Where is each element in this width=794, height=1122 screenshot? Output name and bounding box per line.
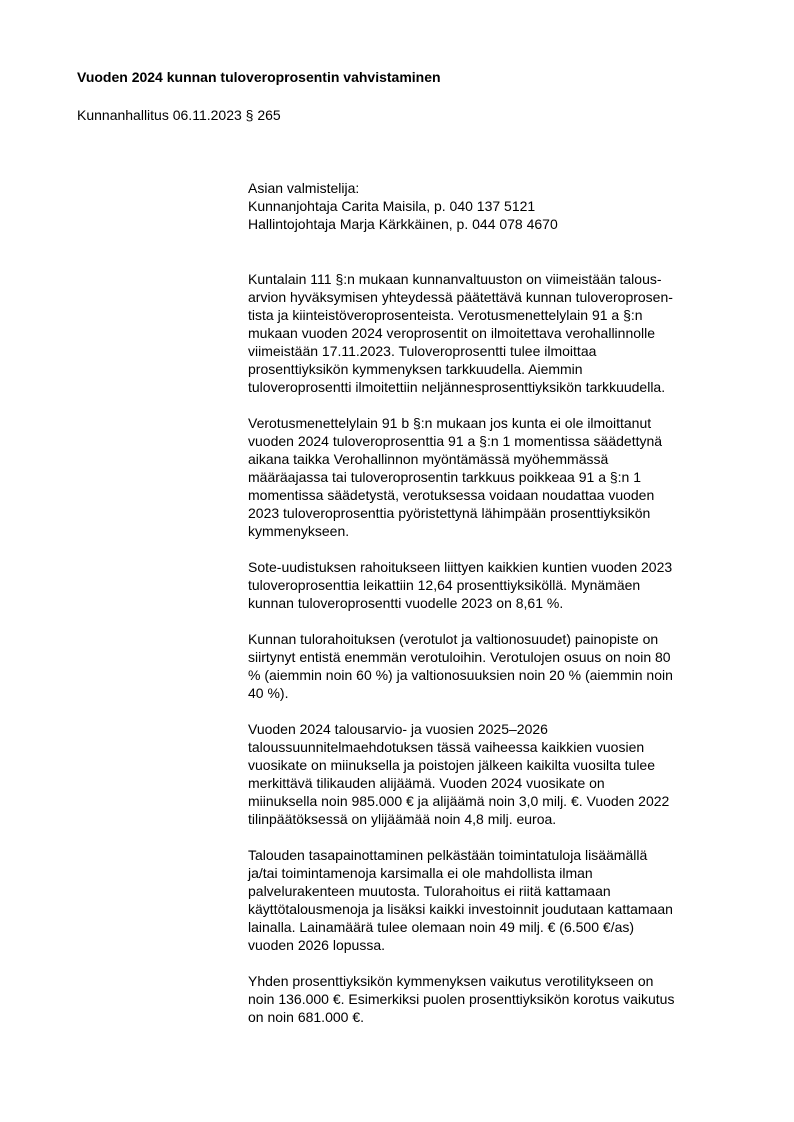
preparer-person: Hallintojohtaja Marja Kärkkäinen, p. 044 078 4670 — [248, 216, 558, 232]
text-line: Kuntalain 111 §:n mukaan kunnanvaltuuston on viimeistään talous- — [248, 271, 662, 287]
text-line: kunnan tuloveroprosentti vuodelle 2023 on 8,61 %. — [248, 595, 564, 611]
document-body — [248, 270, 740, 1044]
text-line: noin 136.000 €. Esimerkiksi puolen prosenttiyksikön korotus vaikutus — [248, 991, 675, 1007]
text-line: 40 %). — [248, 685, 289, 701]
text-line: momentissa säädetystä, verotuksessa voidaan noudattaa vuoden — [248, 487, 655, 503]
text-line: vuoden 2026 lopussa. — [248, 937, 385, 953]
text-line: Sote-uudistuksen rahoitukseen liittyen kaikkien kuntien vuoden 2023 — [248, 559, 673, 575]
paragraph-sote-reform — [248, 558, 740, 612]
text-line: arvion hyväksymisen yhteydessä päätettävä kunnan tuloveroprosen- — [248, 289, 673, 305]
meeting-reference: Kunnanhallitus 06.11.2023 § 265 — [77, 107, 281, 123]
text-line: viimeistään 17.11.2023. Tuloveroprosentti tulee ilmoittaa — [248, 343, 597, 359]
text-line: tuloveroprosentti ilmoitettiin neljännesprosenttiyksikön tarkkuudella. — [248, 379, 666, 395]
text-line: Vuoden 2024 talousarvio- ja vuosien 2025–2026 — [248, 721, 548, 737]
paragraph-tax-impact — [248, 972, 740, 1026]
paragraph-balancing — [248, 846, 740, 954]
text-line: taloussuunnitelmaehdotuksen tässä vaiheessa kaikkien vuosien — [248, 739, 645, 755]
text-line: lainalla. Lainamäärä tulee olemaan noin 49 milj. € (6.500 €/as) — [248, 919, 635, 935]
text-line: kymmenykseen. — [248, 523, 350, 539]
text-line: ja/tai toimintamenoja karsimalla ei ole mahdollista ilman — [248, 865, 593, 881]
text-line: aikana taikka Verohallinnon myöntämässä myöhemmässä — [248, 451, 609, 467]
text-line: Kunnan tulorahoituksen (verotulot ja valtionosuudet) painopiste on — [248, 631, 659, 647]
text-line: palvelurakenteen muutosta. Tulorahoitus ei riitä kattamaan — [248, 883, 611, 899]
text-line: % (aiemmin noin 60 %) ja valtionosuuksien noin 20 % (aiemmin noin — [248, 667, 673, 683]
text-line: siirtynyt entistä enemmän verotuloihin. Verotulojen osuus on noin 80 — [248, 649, 671, 665]
text-line: tista ja kiinteistöveroprosenteista. Verotusmenettelylain 91 a §:n — [248, 307, 643, 323]
preparer-block — [248, 179, 740, 233]
text-line: on noin 681.000 €. — [248, 1009, 364, 1025]
text-line: tuloveroprosenttia leikattiin 12,64 prosenttiyksiköllä. Mynämäen — [248, 577, 641, 593]
document-title: Vuoden 2024 kunnan tuloveroprosentin vahvistaminen — [77, 69, 441, 85]
text-line: mukaan vuoden 2024 veroprosentit on ilmoitettava verohallinnolle — [248, 325, 656, 341]
preparer-person: Kunnanjohtaja Carita Maisila, p. 040 137 5121 — [248, 198, 536, 214]
text-line: tilinpäätöksessä on ylijäämää noin 4,8 milj. euroa. — [248, 811, 557, 827]
text-line: miinuksella noin 985.000 € ja alijäämä noin 3,0 milj. €. Vuoden 2022 — [248, 793, 670, 809]
text-line: Talouden tasapainottaminen pelkästään toimintatuloja lisäämällä — [248, 847, 648, 863]
text-line: käyttötalousmenoja ja lisäksi kaikki investoinnit joudutaan kattamaan — [248, 901, 673, 917]
paragraph-budget-plan — [248, 720, 740, 828]
paragraph-revenue-financing — [248, 630, 740, 702]
text-line: Yhden prosenttiyksikön kymmenyksen vaikutus verotilitykseen on — [248, 973, 654, 989]
text-line: Verotusmenettelylain 91 b §:n mukaan jos kunta ei ole ilmoittanut — [248, 415, 652, 431]
paragraph-tax-procedure — [248, 414, 740, 540]
paragraph-municipal-act — [248, 270, 740, 396]
preparer-heading: Asian valmistelija: — [248, 180, 360, 196]
text-line: vuosikate on miinuksella ja poistojen jälkeen kaikilta vuosilta tulee — [248, 757, 656, 773]
text-line: merkittävä tilikauden alijäämä. Vuoden 2024 vuosikate on — [248, 775, 605, 791]
text-line: määräajassa tai tuloveroprosentin tarkkuus poikkeaa 91 a §:n 1 — [248, 469, 642, 485]
text-line: prosenttiyksikön kymmenyksen tarkkuudella. Aiemmin — [248, 361, 583, 377]
text-line: vuoden 2024 tuloveroprosenttia 91 a §:n 1 momentissa säädettynä — [248, 433, 663, 449]
text-line: 2023 tuloveroprosenttia pyöristettynä lähimpään prosenttiyksikön — [248, 505, 651, 521]
